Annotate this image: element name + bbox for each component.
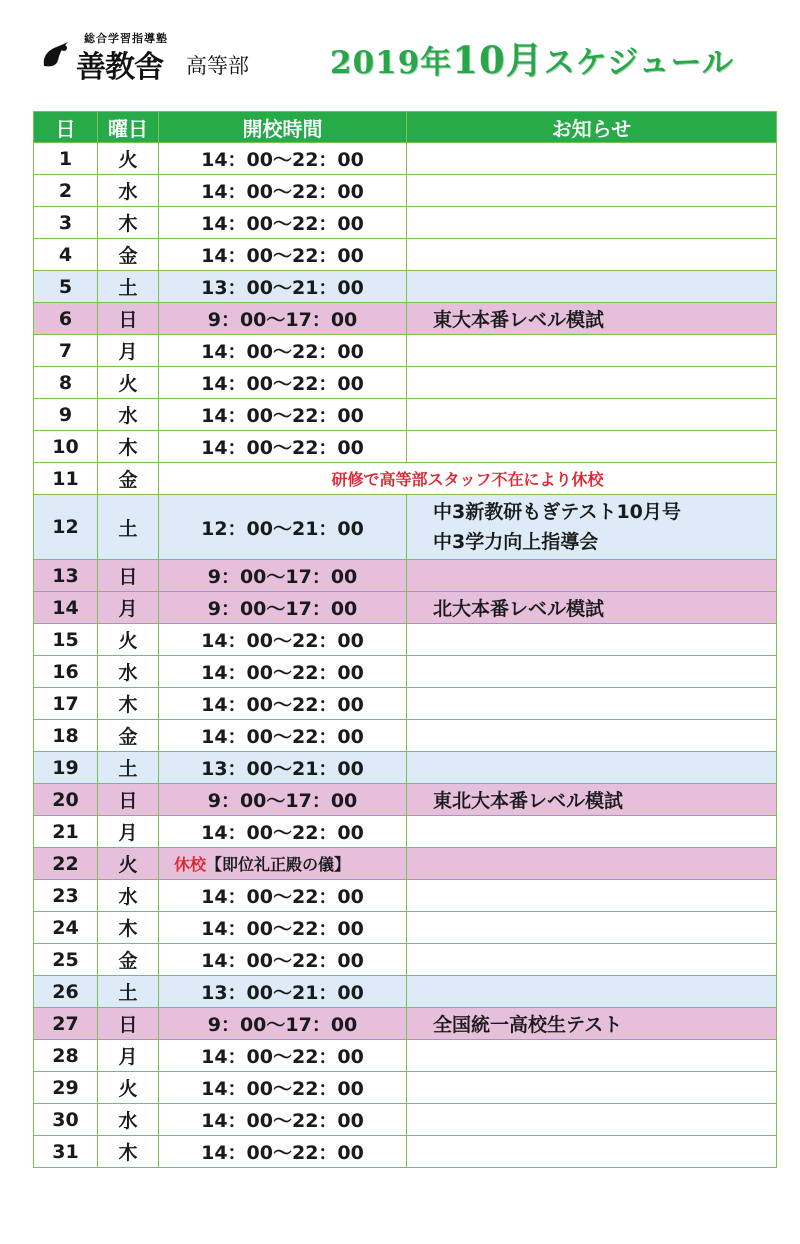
table-row xyxy=(34,816,777,848)
hours-cell: 13：00～21：00 xyxy=(159,752,407,784)
hours-cell: 13：00～21：00 xyxy=(159,271,407,303)
day-cell: 6 xyxy=(34,303,98,335)
notice-cell xyxy=(407,688,777,720)
table-row xyxy=(34,175,777,207)
day-cell: 24 xyxy=(34,912,98,944)
notice-cell: 北大本番レベル模試 xyxy=(407,592,777,624)
notice-cell xyxy=(407,143,777,175)
hours-cell: 14：00～22：00 xyxy=(159,175,407,207)
title-month: 10月 xyxy=(452,38,544,82)
notice-cell xyxy=(407,560,777,592)
weekday-cell: 火 xyxy=(98,1072,159,1104)
logo-swoosh-icon xyxy=(40,40,70,72)
weekday-cell: 火 xyxy=(98,367,159,399)
notice-cell xyxy=(407,944,777,976)
notice-cell xyxy=(407,880,777,912)
logo-subtitle: 総合学習指導塾 xyxy=(84,32,168,45)
notice-cell xyxy=(407,1104,777,1136)
closed-label: 休校 xyxy=(174,855,207,874)
weekday-cell: 日 xyxy=(98,303,159,335)
hours-cell: 14：00～22：00 xyxy=(159,624,407,656)
weekday-cell: 水 xyxy=(98,880,159,912)
hours-cell: 14：00～22：00 xyxy=(159,239,407,271)
table-row xyxy=(34,688,777,720)
table-row xyxy=(34,431,777,463)
day-cell: 28 xyxy=(34,1040,98,1072)
table-row xyxy=(34,271,777,303)
notice-cell xyxy=(407,752,777,784)
day-cell: 3 xyxy=(34,207,98,239)
hours-cell: 9：00～17：00 xyxy=(159,303,407,335)
table-row xyxy=(34,367,777,399)
notice-cell xyxy=(407,431,777,463)
weekday-cell: 土 xyxy=(98,495,159,560)
table-row xyxy=(34,143,777,175)
header-hours: 開校時間 xyxy=(159,112,407,143)
hours-cell: 14：00～22：00 xyxy=(159,1072,407,1104)
hours-cell: 9：00～17：00 xyxy=(159,1008,407,1040)
weekday-cell: 木 xyxy=(98,688,159,720)
weekday-cell: 月 xyxy=(98,335,159,367)
day-cell: 4 xyxy=(34,239,98,271)
weekday-cell: 土 xyxy=(98,752,159,784)
weekday-cell: 月 xyxy=(98,592,159,624)
hours-cell: 9：00～17：00 xyxy=(159,560,407,592)
weekday-cell: 水 xyxy=(98,656,159,688)
day-cell: 30 xyxy=(34,1104,98,1136)
notice-cell xyxy=(407,656,777,688)
table-row xyxy=(34,912,777,944)
notice-cell xyxy=(407,495,777,560)
notice-cell xyxy=(407,912,777,944)
hours-cell: 14：00～22：00 xyxy=(159,1040,407,1072)
notice-cell xyxy=(407,207,777,239)
weekday-cell: 木 xyxy=(98,207,159,239)
table-row xyxy=(34,976,777,1008)
weekday-cell: 火 xyxy=(98,848,159,880)
hours-cell: 14：00～22：00 xyxy=(159,335,407,367)
day-cell: 26 xyxy=(34,976,98,1008)
hours-cell: 14：00～22：00 xyxy=(159,399,407,431)
table-row xyxy=(34,1104,777,1136)
page-title xyxy=(330,30,734,84)
hours-cell: 14：00～22：00 xyxy=(159,207,407,239)
table-row xyxy=(34,1136,777,1168)
hours-cell: 14：00～22：00 xyxy=(159,1104,407,1136)
day-cell: 13 xyxy=(34,560,98,592)
day-cell: 18 xyxy=(34,720,98,752)
table-row xyxy=(34,880,777,912)
table-row xyxy=(34,207,777,239)
day-cell: 11 xyxy=(34,463,98,495)
table-row xyxy=(34,720,777,752)
weekday-cell: 木 xyxy=(98,1136,159,1168)
day-cell: 19 xyxy=(34,752,98,784)
hours-cell: 12：00～21：00 xyxy=(159,495,407,560)
hours-cell: 14：00～22：00 xyxy=(159,912,407,944)
weekday-cell: 土 xyxy=(98,271,159,303)
notice-cell xyxy=(407,175,777,207)
weekday-cell: 木 xyxy=(98,431,159,463)
hours-cell: 14：00～22：00 xyxy=(159,143,407,175)
notice-cell: 東北大本番レベル模試 xyxy=(407,784,777,816)
day-cell: 31 xyxy=(34,1136,98,1168)
day-cell: 25 xyxy=(34,944,98,976)
closed-notice-cell: 研修で高等部スタッフ不在により休校 xyxy=(159,463,777,495)
title-year: 2019年 xyxy=(330,45,453,81)
header-day: 日 xyxy=(34,112,98,143)
day-cell: 5 xyxy=(34,271,98,303)
day-cell: 8 xyxy=(34,367,98,399)
day-cell: 20 xyxy=(34,784,98,816)
weekday-cell: 火 xyxy=(98,624,159,656)
table-row xyxy=(34,656,777,688)
day-cell: 10 xyxy=(34,431,98,463)
weekday-cell: 金 xyxy=(98,463,159,495)
table-row xyxy=(34,495,777,560)
notice-cell: 全国統一高校生テスト xyxy=(407,1008,777,1040)
hours-cell: 14：00～22：00 xyxy=(159,367,407,399)
hours-cell: 14：00～22：00 xyxy=(159,656,407,688)
notice-cell xyxy=(407,239,777,271)
weekday-cell: 月 xyxy=(98,1040,159,1072)
table-row xyxy=(34,399,777,431)
hours-cell: 14：00～22：00 xyxy=(159,816,407,848)
weekday-cell: 金 xyxy=(98,944,159,976)
day-cell: 23 xyxy=(34,880,98,912)
day-cell: 7 xyxy=(34,335,98,367)
notice-cell xyxy=(407,624,777,656)
day-cell: 12 xyxy=(34,495,98,560)
table-row xyxy=(34,624,777,656)
hours-cell: 9：00～17：00 xyxy=(159,592,407,624)
table-row xyxy=(34,752,777,784)
hours-cell: 14：00～22：00 xyxy=(159,944,407,976)
notice-cell xyxy=(407,271,777,303)
holiday-cell xyxy=(159,848,407,880)
hours-cell: 14：00～22：00 xyxy=(159,688,407,720)
notice-cell xyxy=(407,1040,777,1072)
logo-name: 善教舎 xyxy=(76,50,163,85)
weekday-cell: 金 xyxy=(98,239,159,271)
notice-cell xyxy=(407,1072,777,1104)
closed-reason: 【即位礼正殿の儀】 xyxy=(206,855,351,874)
notice-cell xyxy=(407,816,777,848)
hours-cell: 14：00～22：00 xyxy=(159,720,407,752)
weekday-cell: 木 xyxy=(98,912,159,944)
weekday-cell: 日 xyxy=(98,560,159,592)
hours-cell: 9：00～17：00 xyxy=(159,784,407,816)
notice-cell xyxy=(407,367,777,399)
hours-cell: 14：00～22：00 xyxy=(159,1136,407,1168)
header-weekday: 曜日 xyxy=(98,112,159,143)
weekday-cell: 金 xyxy=(98,720,159,752)
page-header xyxy=(0,0,800,100)
header-notice: お知らせ xyxy=(407,112,777,143)
weekday-cell: 日 xyxy=(98,784,159,816)
hours-cell: 13：00～21：00 xyxy=(159,976,407,1008)
notice-cell xyxy=(407,976,777,1008)
title-suffix: スケジュール xyxy=(543,45,734,81)
notice-cell xyxy=(407,399,777,431)
table-row xyxy=(34,1008,777,1040)
hours-cell: 14：00～22：00 xyxy=(159,431,407,463)
day-cell: 22 xyxy=(34,848,98,880)
day-cell: 21 xyxy=(34,816,98,848)
weekday-cell: 日 xyxy=(98,1008,159,1040)
table-row xyxy=(34,239,777,271)
day-cell: 14 xyxy=(34,592,98,624)
table-row xyxy=(34,784,777,816)
day-cell: 29 xyxy=(34,1072,98,1104)
weekday-cell: 火 xyxy=(98,143,159,175)
schedule-table xyxy=(33,111,777,1168)
weekday-cell: 月 xyxy=(98,816,159,848)
weekday-cell: 水 xyxy=(98,175,159,207)
school-logo xyxy=(40,30,280,85)
day-cell: 16 xyxy=(34,656,98,688)
day-cell: 15 xyxy=(34,624,98,656)
day-cell: 27 xyxy=(34,1008,98,1040)
table-row xyxy=(34,463,777,495)
weekday-cell: 土 xyxy=(98,976,159,1008)
hours-cell: 14：00～22：00 xyxy=(159,880,407,912)
notice-cell: 東大本番レベル模試 xyxy=(407,303,777,335)
table-row xyxy=(34,560,777,592)
day-cell: 1 xyxy=(34,143,98,175)
day-cell: 2 xyxy=(34,175,98,207)
notice-cell xyxy=(407,848,777,880)
day-cell: 9 xyxy=(34,399,98,431)
weekday-cell: 水 xyxy=(98,1104,159,1136)
notice-cell xyxy=(407,720,777,752)
notice-cell xyxy=(407,335,777,367)
notice-line-2: 中3学力向上指導会 xyxy=(433,531,599,553)
table-row xyxy=(34,848,777,880)
notice-line-1: 中3新教研もぎテスト10月号 xyxy=(433,501,681,523)
table-row xyxy=(34,1040,777,1072)
weekday-cell: 水 xyxy=(98,399,159,431)
table-row xyxy=(34,592,777,624)
table-row xyxy=(34,335,777,367)
day-cell: 17 xyxy=(34,688,98,720)
notice-cell xyxy=(407,1136,777,1168)
table-header-row xyxy=(34,112,777,143)
logo-division: 高等部 xyxy=(186,54,249,78)
table-row xyxy=(34,1072,777,1104)
table-row xyxy=(34,303,777,335)
table-row xyxy=(34,944,777,976)
